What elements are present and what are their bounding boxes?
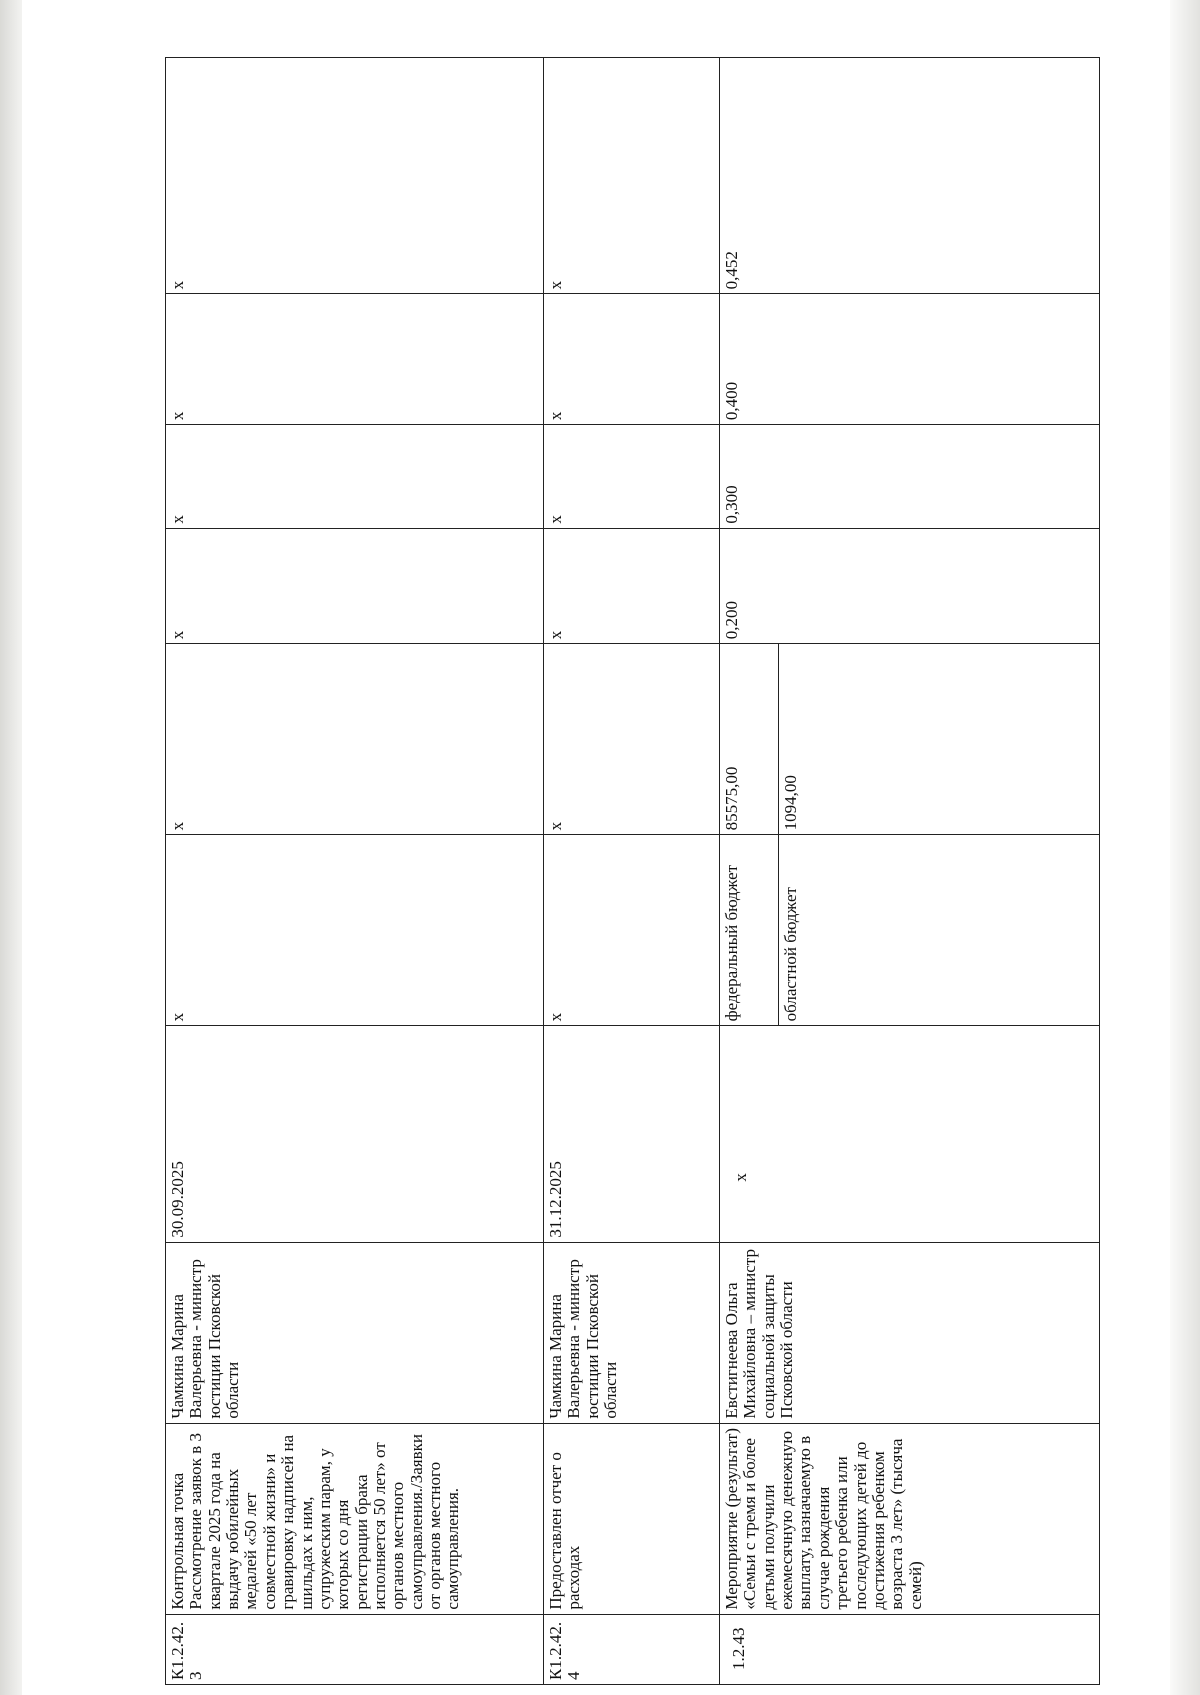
- row-responsible: Чамкина Марина Валерьевна - министр юстиции Псковской области: [166, 1242, 544, 1423]
- row-date: х: [720, 1026, 1100, 1242]
- row-value-3: х: [166, 294, 544, 425]
- row-value-3: х: [544, 294, 720, 425]
- row-value-2: х: [166, 425, 544, 529]
- row-value-1: 0,200: [720, 528, 1100, 644]
- row-date: 30.09.2025: [166, 1026, 544, 1242]
- measures-table: [165, 57, 1100, 1685]
- row-description: Предоставлен отчет о расходах: [544, 1423, 720, 1614]
- row-source: х: [544, 835, 720, 1026]
- row-value-1: х: [166, 528, 544, 644]
- row-value-2: 0,300: [720, 425, 1100, 529]
- row-date: 31.12.2025: [544, 1026, 720, 1242]
- funding-sources-cell: [720, 835, 1100, 1026]
- funding-amounts-cell: [720, 644, 1100, 835]
- funding-amount-federal: 85575,00: [722, 766, 741, 831]
- row-code: 1.2.43: [720, 1614, 1100, 1684]
- row-code: К1.2.42.4: [544, 1614, 720, 1684]
- row-value-2: х: [544, 425, 720, 529]
- row-code: К1.2.42.3: [166, 1614, 544, 1684]
- row-description: Контрольная точка Рассмотрение заявок в 3 квартале 2025 года на выдачу юбилейных медалей «50 лет совместной жизни» и гравировку надписей на шильдах к ним, супружеским парам, у которых со дня регистрации брака исполняется 50 лет» от органов местного самоуправления./Заявки от органов местного самоуправления.: [166, 1423, 544, 1614]
- row-value-1: х: [544, 528, 720, 644]
- row-value-3: 0,400: [720, 294, 1100, 425]
- table-row: [720, 58, 1100, 1685]
- table-row: [544, 58, 720, 1685]
- row-value-4: х: [166, 58, 544, 294]
- row-amount: х: [166, 644, 544, 835]
- funding-source-regional: областной бюджет: [779, 835, 826, 1025]
- row-description: Мероприятие (результат) «Семьи с тремя и более детьми получили ежемесячную денежную выплату, назначаемую в случае рождения третьего ребенка или последующих детей до достижения ребенком возраста 3 лет» (тысяча семей): [720, 1423, 1100, 1614]
- row-value-4: х: [544, 58, 720, 294]
- funding-amount-regional: 1094,00: [779, 644, 826, 834]
- funding-source-federal: федеральный бюджет: [722, 864, 741, 1022]
- table-row: [166, 58, 544, 1685]
- row-amount: х: [544, 644, 720, 835]
- row-responsible: Евстигнеева Ольга Михайловна – министр социальной защиты Псковской области: [720, 1242, 1100, 1423]
- row-value-4: 0,452: [720, 58, 1100, 294]
- row-source: х: [166, 835, 544, 1026]
- row-responsible: Чамкина Марина Валерьевна - министр юстиции Псковской области: [544, 1242, 720, 1423]
